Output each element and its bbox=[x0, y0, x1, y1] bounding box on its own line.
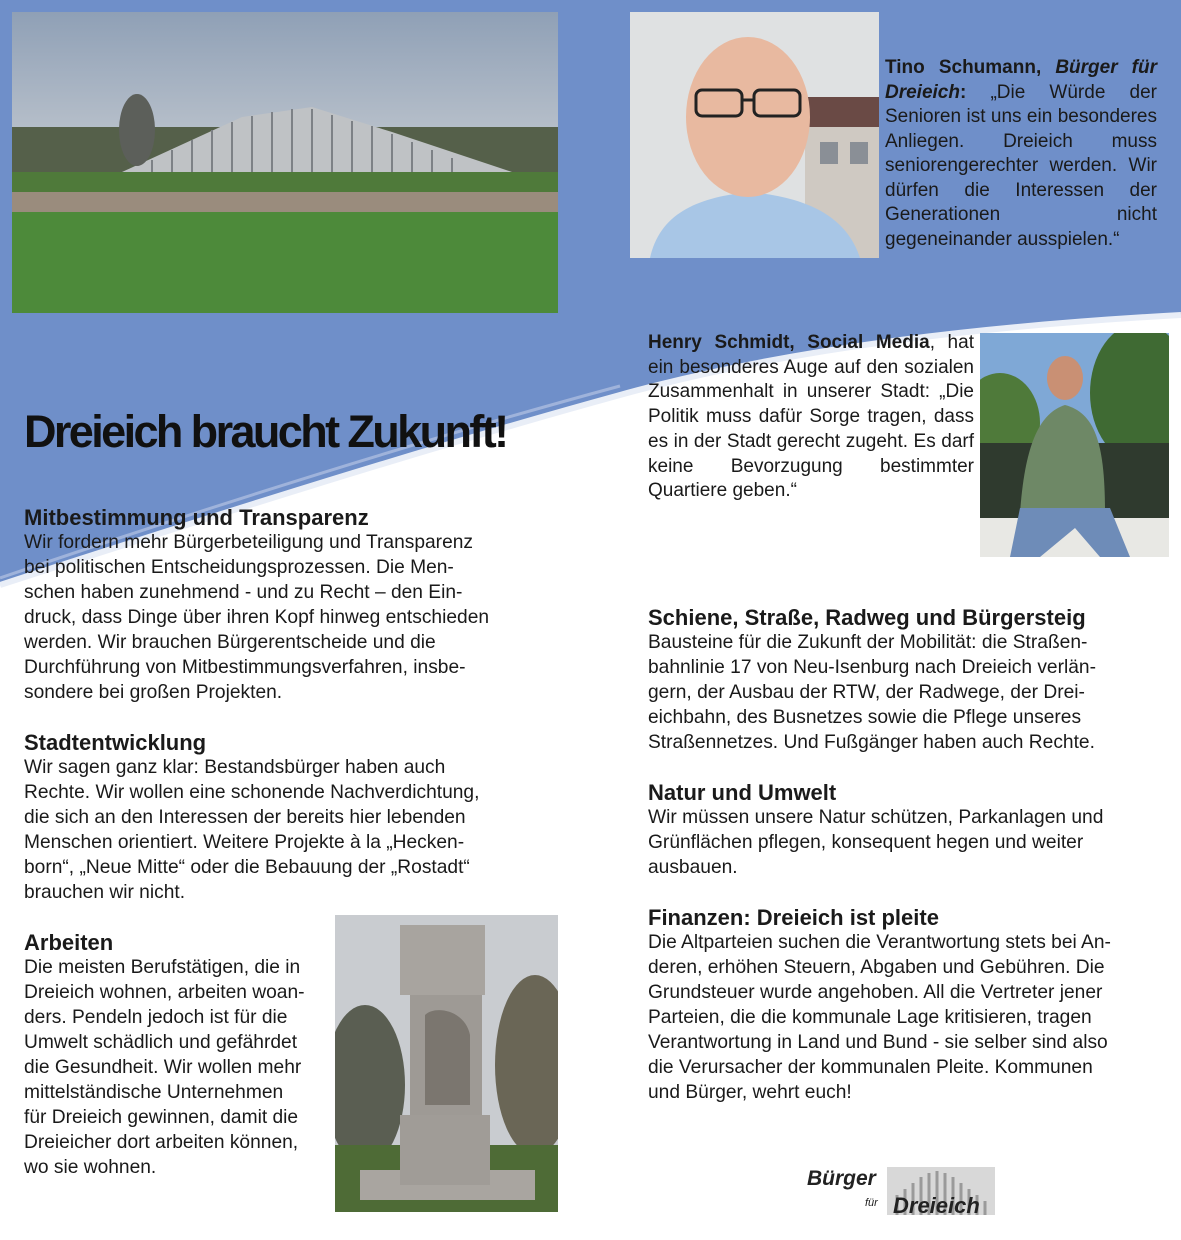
section-mitbestimmung-heading: Mitbestimmung und Transparenz bbox=[24, 505, 369, 530]
logo-text-fuer: für bbox=[865, 1197, 878, 1209]
quote-henry-name: Henry Schmidt, Social Media bbox=[648, 332, 930, 353]
quote-tino-schumann: Tino Schumann, Bürger für Dreieich: „Die Würde der Senioren ist uns ein besonderes Anliegen. Dreieich muss seniorengerechter werden. Wir dürfen die Interessen der Generationen nicht gegeneinander ausspielen.“ bbox=[885, 57, 1157, 250]
section-mitbestimmung: Mitbestimmung und Transparenz Wir fordern mehr Bürgerbeteiligung und Transparenz bei politischen Entscheidungsprozessen. Die Men- schen haben zunehmend - und zu Recht – den Ein- druck, dass Dinge über ihren Kopf hinweg entschieden werden. Wir brauchen Bürgerentscheide und die Durchführung von Mitbestimmungsverfahren, insbe- sondere bei großen Projekten. bbox=[24, 505, 544, 705]
page-title: Dreieich braucht Zukunft! bbox=[24, 406, 507, 457]
section-arbeiten-heading: Arbeiten bbox=[24, 930, 114, 955]
photo-pyramid-landmark bbox=[12, 12, 558, 313]
logo-text-dreieich: Dreieich bbox=[893, 1193, 980, 1217]
quote-tino-affiliation: Bürger für Dreieich bbox=[885, 57, 1157, 103]
section-schiene-heading: Schiene, Straße, Radweg und Bürgersteig bbox=[648, 605, 1086, 630]
logo-buerger-fuer-dreieich bbox=[805, 1165, 997, 1217]
section-finanzen-heading: Finanzen: Dreieich ist pleite bbox=[648, 905, 939, 930]
section-arbeiten: Arbeiten Die meisten Berufstätigen, die in Dreieich wohnen, arbeiten woan- ders. Pendeln jedoch ist für die Umwelt schädlich und gefährdet die Gesundheit. Wir wollen mehr mittelständische Unternehmen für Dreieich gewinnen, damit die Dreieicher dort arbeiten können, wo sie wohnen. bbox=[24, 930, 329, 1180]
section-schiene: Schiene, Straße, Radweg und Bürgersteig Bausteine für die Zukunft der Mobilität: die Straßen- bahnlinie 17 von Neu-Isenburg nach Dreieich verlän- gern, der Ausbau der RTW, der Radwege, der Drei- eichbahn, des Busnetzes sowie die Pflege unseres Straßennetzes. Und Fußgänger haben auch Rechte. bbox=[648, 605, 1168, 755]
photo-tino-schumann bbox=[630, 12, 879, 258]
section-stadtentwicklung: Stadtentwicklung Wir sagen ganz klar: Bestandsbürger haben auch Rechte. Wir wollen eine schonende Nachverdichtung, die sich an den Interessen der bereits hier lebenden Menschen orientiert. Weitere Projekte à la „Hecken- born“, „Neue Mitte“ oder die Bebauung der „Rostadt“ brauchen wir nicht. bbox=[24, 730, 544, 905]
quote-henry-schmidt bbox=[648, 331, 974, 504]
section-natur-heading: Natur und Umwelt bbox=[648, 780, 837, 805]
section-stadtentwicklung-heading: Stadtentwicklung bbox=[24, 730, 207, 755]
section-finanzen: Finanzen: Dreieich ist pleite Die Altparteien suchen die Verantwortung stets bei An- deren, erhöhen Steuern, Abgaben und Gebühren. Die Grundsteuer wurde angehoben. All die Vertreter jener Parteien, die die kommunale Lage kritisieren, tragen Verantwortung in Land und Bund - sie selber sind also die Verursacher der kommunalen Pleite. Kommunen und Bürger, wehrt euch! bbox=[648, 905, 1168, 1105]
photo-sculpture bbox=[335, 915, 558, 1212]
quote-tino-name: Tino Schumann, bbox=[885, 57, 1042, 78]
quote-henry-text: , hat ein besonderes Auge auf den sozialen Zusammenhalt in unserer Stadt: „Die Politik muss dafür Sorge tragen, dass es in der Stadt gerecht zugeht. Es darf keine Bevorzugung bestimmter Quartiere geben.“ bbox=[648, 332, 974, 502]
quote-tino-text: „Die Würde der Senioren ist uns ein besonderes Anliegen. Dreieich muss seniorengerechter werden. Wir dürfen die Interessen der Generationen nicht gegeneinander ausspielen.“ bbox=[885, 81, 1157, 250]
logo-text-buerger: Bürger bbox=[807, 1167, 876, 1190]
section-natur: Natur und Umwelt Wir müssen unsere Natur schützen, Parkanlagen und Grünflächen pflegen, konsequent hegen und weiter ausbauen. bbox=[648, 780, 1168, 880]
photo-henry-schmidt bbox=[980, 333, 1169, 557]
logo-graphic bbox=[805, 1165, 997, 1217]
